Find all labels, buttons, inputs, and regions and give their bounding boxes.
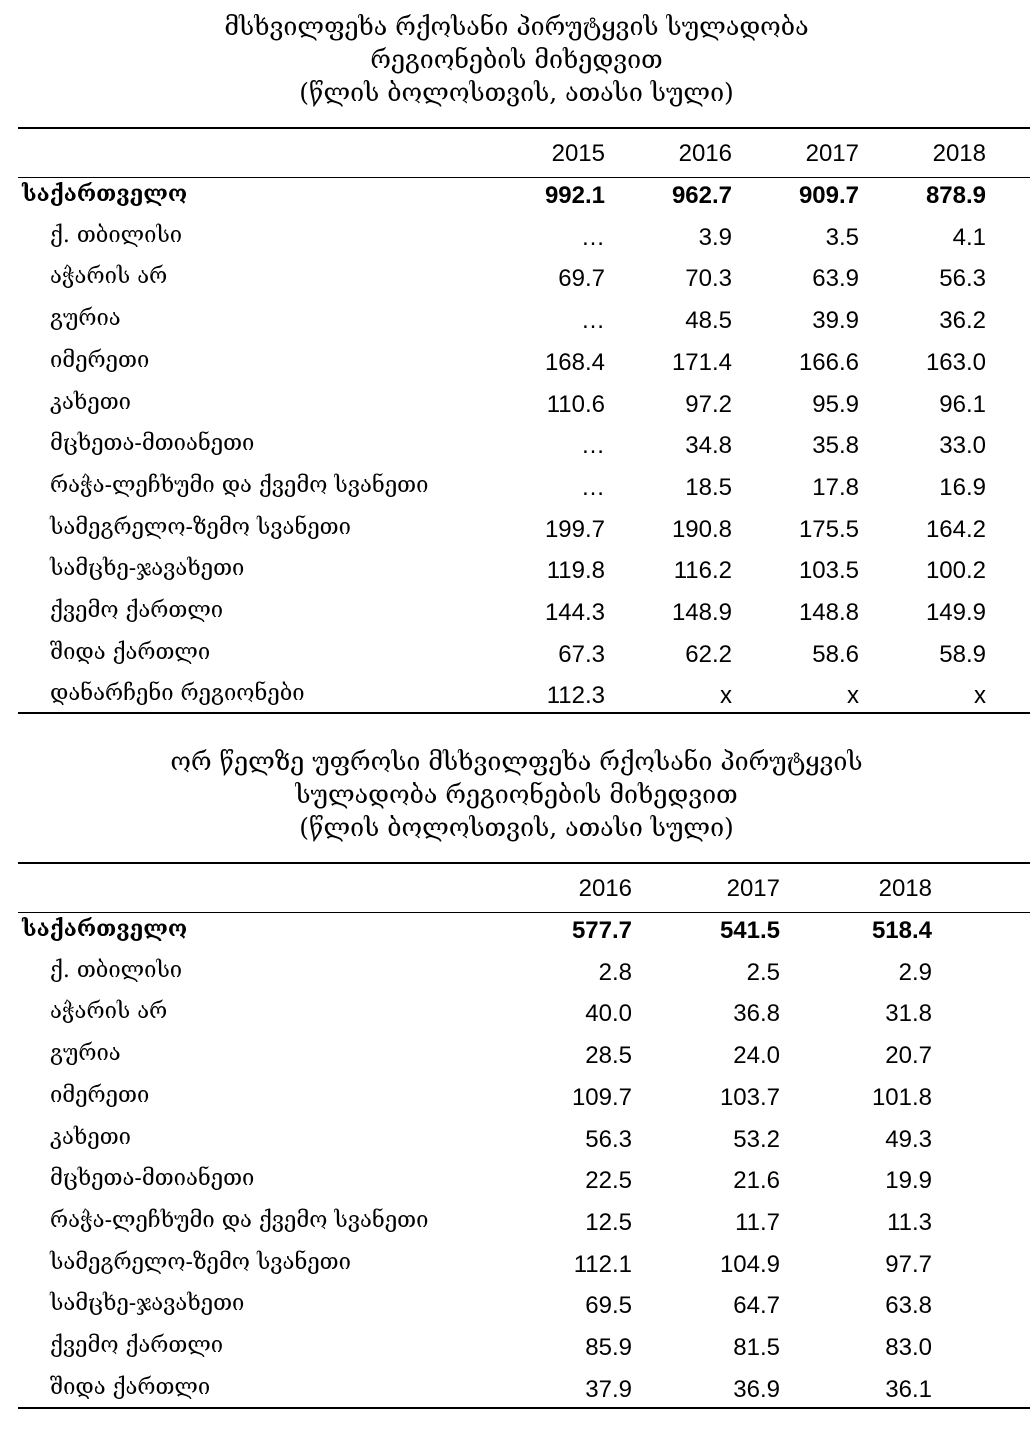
value-cell: 64.7 [733, 1292, 780, 1320]
value-cell: 36.8 [733, 1000, 780, 1028]
value-cell: 199.7 [544, 515, 605, 543]
table-row [18, 1035, 1030, 1077]
region-label: ქვემო ქართლი [50, 1333, 224, 1358]
value-cell: 36.9 [733, 1375, 780, 1403]
value-cell: 85.9 [585, 1334, 632, 1361]
value-cell: 163.0 [925, 348, 986, 376]
value-cell: 49.3 [885, 1125, 932, 1153]
table1-bottom-rule [18, 712, 1030, 714]
value-cell: 116.2 [673, 557, 732, 585]
value-cell: 577.7 [571, 917, 632, 944]
table-row [18, 1369, 1030, 1411]
value-cell: 97.7 [885, 1250, 932, 1278]
value-cell: 992.1 [544, 182, 605, 209]
table1-title-line: (წლის ბოლოსთვის, ათასი სული) [299, 78, 734, 107]
value-cell: 34.8 [685, 432, 732, 460]
column-header: 2018 [878, 875, 932, 902]
value-cell: 58.6 [812, 640, 859, 668]
value-cell: 69.5 [585, 1292, 632, 1320]
column-header: 2016 [578, 875, 632, 902]
value-cell: 2.8 [598, 958, 632, 986]
value-cell: 11.3 [887, 1208, 932, 1236]
value-cell: 149.9 [925, 599, 986, 626]
value-cell: 148.8 [798, 599, 859, 626]
value-cell: x [847, 682, 859, 710]
value-cell: 39.9 [812, 307, 859, 335]
value-cell: 3.9 [698, 223, 732, 251]
table-row [18, 1202, 1030, 1244]
value-cell: 63.9 [812, 265, 859, 293]
region-label: კახეთი [50, 1124, 131, 1150]
value-cell: 48.5 [685, 307, 732, 335]
value-cell: 97.2 [685, 390, 732, 418]
table-row [18, 1119, 1030, 1161]
value-cell: 83.0 [885, 1334, 932, 1361]
value-cell: 19.9 [885, 1167, 932, 1195]
value-cell: 69.7 [558, 265, 605, 293]
table-row [18, 634, 1030, 676]
value-cell: 171.4 [671, 348, 732, 376]
table-row [18, 1285, 1030, 1327]
region-label: შიდა ქართლი [50, 639, 211, 665]
value-cell: 175.5 [798, 515, 859, 543]
table-row [18, 1160, 1030, 1202]
value-cell: 36.1 [885, 1375, 932, 1403]
value-cell: 4.1 [952, 223, 986, 251]
region-label: აჭარის არ [50, 264, 168, 290]
value-cell: 168.4 [544, 348, 605, 376]
value-cell: 110.6 [546, 390, 605, 418]
value-cell: 56.3 [939, 265, 986, 293]
table-row [18, 342, 1030, 384]
value-cell: 33.0 [939, 432, 986, 460]
value-cell: 878.9 [925, 182, 986, 209]
region-label: დანარჩენი რეგიონები [50, 681, 305, 707]
table2-title [0, 745, 1033, 844]
table1-title-line: მსხვილფეხა რქოსანი პირუტყვის სულადობა [224, 12, 809, 41]
value-cell: 3.5 [825, 223, 859, 251]
table2-title-line: (წლის ბოლოსთვის, ათასი სული) [299, 813, 734, 842]
table1-header-row [18, 133, 1030, 175]
value-cell: 53.2 [733, 1125, 780, 1153]
table-row [18, 175, 1030, 217]
region-label: გურია [50, 306, 121, 332]
value-cell: 36.2 [939, 307, 986, 335]
value-cell: 96.1 [939, 390, 986, 418]
value-cell: 56.3 [585, 1125, 632, 1153]
value-cell: … [581, 473, 605, 501]
region-label: რაჭა-ლეჩხუმი და ქვემო სვანეთი [50, 472, 429, 498]
value-cell: 112.3 [546, 682, 605, 710]
region-label: ქვემო ქართლი [50, 598, 224, 623]
table-row [18, 592, 1030, 634]
table-row [18, 384, 1030, 426]
table-row [18, 993, 1030, 1035]
region-label: ქ. თბილისი [50, 222, 183, 248]
value-cell: 58.9 [939, 640, 986, 668]
column-header: 2015 [551, 140, 605, 167]
value-cell: 95.9 [812, 390, 859, 418]
region-label: კახეთი [50, 389, 131, 415]
value-cell: 28.5 [585, 1042, 632, 1070]
value-cell: 16.9 [939, 473, 986, 501]
table-row [18, 258, 1030, 300]
value-cell: 67.3 [558, 640, 605, 668]
table-row [18, 509, 1030, 551]
value-cell: 17.8 [812, 473, 859, 501]
value-cell: 35.8 [812, 432, 859, 460]
value-cell: … [581, 307, 605, 335]
table-row [18, 910, 1030, 952]
table-row [18, 300, 1030, 342]
table1-title [0, 10, 1033, 109]
value-cell: 40.0 [585, 1000, 632, 1028]
table2-top-rule [18, 862, 1030, 864]
table-row [18, 425, 1030, 467]
value-cell: 112.1 [573, 1250, 632, 1278]
column-header: 2017 [726, 875, 780, 902]
region-label: შიდა ქართლი [50, 1374, 211, 1400]
value-cell: 103.5 [798, 557, 859, 585]
value-cell: 541.5 [719, 917, 780, 944]
value-cell: 20.7 [885, 1042, 932, 1070]
region-label: გურია [50, 1041, 121, 1067]
value-cell: 518.4 [871, 917, 932, 944]
table-row [18, 952, 1030, 994]
region-label: მცხეთა-მთიანეთი [50, 1166, 255, 1192]
value-cell: 24.0 [733, 1042, 780, 1070]
value-cell: 37.9 [585, 1375, 632, 1403]
table-row [18, 550, 1030, 592]
table-row [18, 1244, 1030, 1286]
value-cell: 63.8 [885, 1292, 932, 1320]
table-row [18, 467, 1030, 509]
value-cell: 18.5 [685, 473, 732, 501]
value-cell: 962.7 [671, 182, 732, 209]
value-cell: 31.8 [885, 1000, 932, 1028]
region-label: საქართველო [22, 916, 188, 942]
value-cell: 81.5 [733, 1334, 780, 1361]
value-cell: … [581, 432, 605, 460]
value-cell: 190.8 [671, 515, 732, 543]
region-label: სამცხე-ჯავახეთი [50, 1291, 245, 1317]
table-row [18, 217, 1030, 259]
value-cell: 148.9 [671, 599, 732, 626]
value-cell: 100.2 [925, 557, 986, 585]
column-header: 2016 [678, 140, 732, 167]
region-label: მცხეთა-მთიანეთი [50, 431, 255, 457]
table2-title-line: ორ წელზე უფროსი მსხვილფეხა რქოსანი პირუტყვის [170, 747, 863, 776]
value-cell: … [581, 223, 605, 251]
region-label: სამცხე-ჯავახეთი [50, 556, 245, 582]
column-header: 2017 [805, 140, 859, 167]
table2-bottom-rule [18, 1407, 1030, 1409]
value-cell: 70.3 [685, 265, 732, 293]
value-cell: 144.3 [544, 599, 605, 626]
table2-title-line: სულადობა რეგიონების მიხედვით [295, 780, 738, 809]
region-label: აჭარის არ [50, 999, 168, 1025]
value-cell: 101.8 [871, 1083, 932, 1111]
value-cell: 12.5 [585, 1208, 632, 1236]
value-cell: 22.5 [585, 1167, 632, 1195]
value-cell: 164.2 [925, 515, 986, 543]
region-label: სამეგრელო-ზემო სვანეთი [50, 1249, 351, 1275]
value-cell: 21.6 [733, 1167, 780, 1195]
region-label: სამეგრელო-ზემო სვანეთი [50, 514, 351, 540]
value-cell: 103.7 [719, 1083, 780, 1111]
value-cell: x [720, 682, 732, 710]
value-cell: 166.6 [798, 348, 859, 376]
region-label: იმერეთი [50, 347, 150, 373]
table-row [18, 1077, 1030, 1119]
value-cell: 104.9 [719, 1250, 780, 1278]
value-cell: 909.7 [798, 182, 859, 209]
region-label: საქართველო [22, 181, 188, 207]
table2-header-rule [18, 912, 1030, 913]
value-cell: 109.7 [571, 1083, 632, 1111]
value-cell: 119.8 [546, 557, 605, 585]
table1-header-rule [18, 177, 1030, 178]
value-cell: 11.7 [735, 1208, 780, 1236]
value-cell: 2.5 [746, 958, 780, 986]
value-cell: x [974, 682, 986, 710]
region-label: რაჭა-ლეჩხუმი და ქვემო სვანეთი [50, 1207, 429, 1233]
region-label: იმერეთი [50, 1082, 150, 1108]
table2-header-row [18, 868, 1030, 910]
region-label: ქ. თბილისი [50, 957, 183, 983]
value-cell: 2.9 [898, 958, 932, 986]
table-row [18, 1327, 1030, 1369]
value-cell: 62.2 [685, 640, 732, 668]
table1-top-rule [18, 127, 1030, 129]
column-header: 2018 [932, 140, 986, 167]
table1-title-line: რეგიონების მიხედვით [370, 45, 663, 74]
